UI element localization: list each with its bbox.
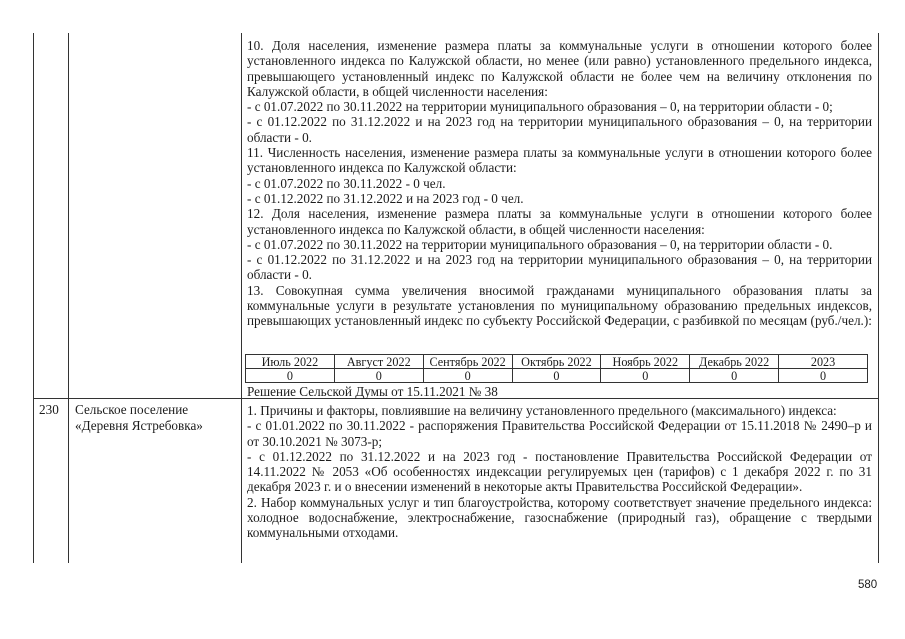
table-row bbox=[246, 369, 868, 383]
column-divider-2 bbox=[241, 33, 242, 563]
paragraph: - с 01.12.2022 по 31.12.2022 и на 2023 год на территории муниципального образования – 0, на территории области - 0. bbox=[247, 114, 872, 145]
table-border-left bbox=[33, 33, 34, 563]
paragraph: - с 01.07.2022 по 30.11.2022 на территории муниципального образования – 0, на территории области - 0; bbox=[247, 99, 833, 115]
municipality-name bbox=[75, 402, 235, 433]
decision-reference: Решение Сельской Думы от 15.11.2021 № 38 bbox=[247, 384, 498, 399]
municipality-name-line: «Деревня Ястребовка» bbox=[75, 417, 203, 433]
column-divider-1 bbox=[68, 33, 69, 563]
paragraph: - с 01.12.2022 по 31.12.2022 и на 2023 год - 0 чел. bbox=[247, 190, 524, 206]
header-cell: Декабрь 2022 bbox=[690, 355, 779, 369]
table-border-right bbox=[878, 33, 879, 563]
header-cell: Сентябрь 2022 bbox=[423, 355, 512, 369]
paragraph: 2. Набор коммунальных услуг и тип благоустройства, которому соответствует значение предельного индекса: холодное водоснабжение, электроснабжение, газоснабжение (природный газ), обращение с твердыми коммунальными отходами. bbox=[247, 494, 872, 541]
paragraph: - с 01.12.2022 по 31.12.2022 и на 2023 год на территории муниципального образования – 0, на территории области - 0. bbox=[247, 252, 872, 283]
value-cell: 0 bbox=[690, 369, 779, 383]
header-cell: Август 2022 bbox=[334, 355, 423, 369]
row-prev-text bbox=[247, 38, 872, 329]
paragraph: 11. Численность населения, изменение размера платы за коммунальные услуги в отношении которого более установленного индекса по Калужской области: bbox=[247, 145, 872, 176]
header-cell: Июль 2022 bbox=[246, 355, 335, 369]
paragraph: 12. Доля населения, изменение размера платы за коммунальные услуги в отношении которого более установленного индекса по Калужской области, в общей численности населения: bbox=[247, 206, 872, 237]
paragraph: - с 01.01.2022 по 30.11.2022 - распоряжения Правительства Российской Федерации от 15.11.2018 № 2490–р и от 30.10.2021 № 3073-р; bbox=[247, 418, 872, 449]
value-cell: 0 bbox=[601, 369, 690, 383]
page-number: 580 bbox=[858, 579, 878, 591]
value-cell: 0 bbox=[512, 369, 601, 383]
value-cell: 0 bbox=[246, 369, 335, 383]
paragraph: 1. Причины и факторы, повлиявшие на величину установленного предельного (максимального) индекса: bbox=[247, 403, 837, 418]
row-230-text bbox=[247, 403, 872, 541]
paragraph: - с 01.07.2022 по 30.11.2022 - 0 чел. bbox=[247, 175, 446, 191]
header-cell: Октябрь 2022 bbox=[512, 355, 601, 369]
paragraph: - с 01.12.2022 по 31.12.2022 и на 2023 год - постановление Правительства Российской Федерации от 14.11.2022 № 2053 «Об особенностях индексации регулируемых цен (тарифов) с 1 декабря 2022 г. по 31 декабря 2023 г. и о внесении изменений в некоторые акты Правительства Российской Федерации». bbox=[247, 448, 872, 495]
value-cell: 0 bbox=[423, 369, 512, 383]
monthly-sum-table bbox=[245, 354, 868, 383]
table-header-row bbox=[246, 355, 868, 369]
header-cell: 2023 bbox=[779, 355, 868, 369]
header-cell: Ноябрь 2022 bbox=[601, 355, 690, 369]
paragraph: - с 01.07.2022 по 30.11.2022 на территории муниципального образования – 0, на территории области - 0. bbox=[247, 236, 833, 252]
paragraph: 10. Доля населения, изменение размера платы за коммунальные услуги в отношении которого более установленного индекса по Калужской области, но менее (или равно) установленного предельного индекса, превышающего установленный индекс по Калужской области не более чем на величину отклонения по Калужской области, в общей численности населения: bbox=[247, 38, 872, 99]
value-cell: 0 bbox=[334, 369, 423, 383]
value-cell: 0 bbox=[779, 369, 868, 383]
row-number: 230 bbox=[39, 402, 59, 417]
paragraph: 13. Совокупная сумма увеличения вносимой гражданами муниципального образования платы за коммунальные услуги в результате установления по муниципальному образованию предельных индексов, превышающих установленный индекс по субъекту Российской Федерации, с разбивкой по месяцам (руб./чел.): bbox=[247, 282, 872, 329]
municipality-name-line: Сельское поселение bbox=[75, 402, 189, 417]
